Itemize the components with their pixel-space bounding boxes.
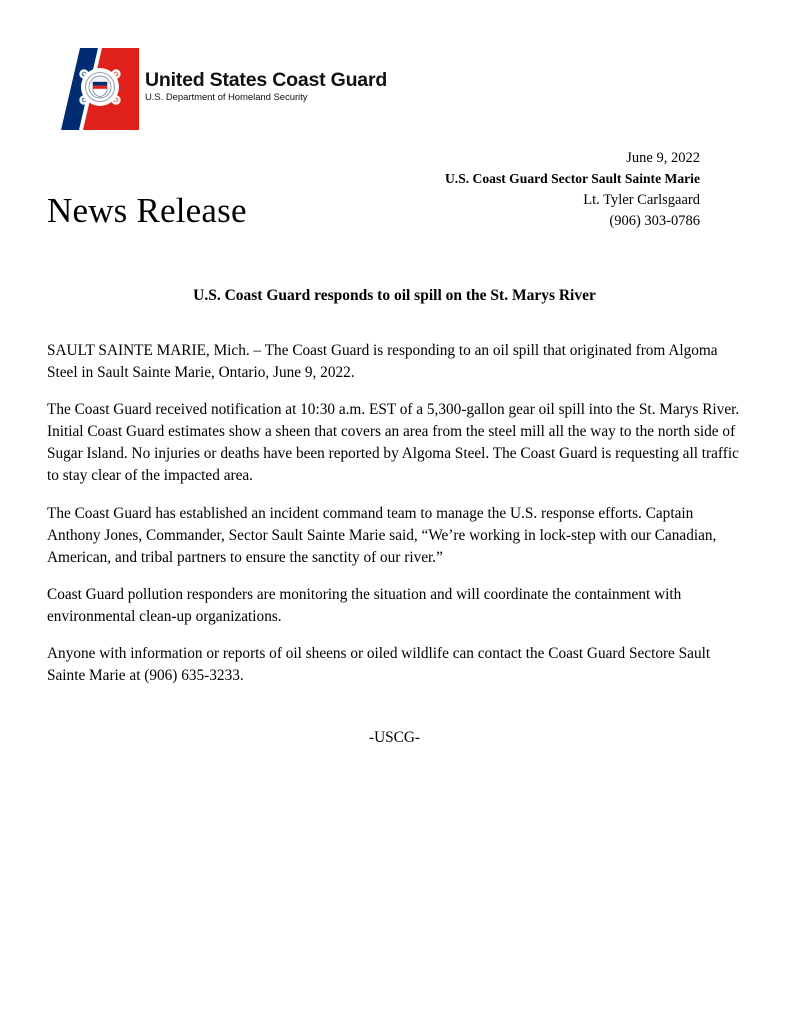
contact-phone: (906) 303-0786: [609, 213, 700, 230]
agency-title: United States Coast Guard: [145, 69, 388, 91]
issuing-office: U.S. Coast Guard Sector Sault Sainte Marie: [444, 171, 700, 187]
paragraph-dateline: SAULT SAINTE MARIE, Mich. – The Coast Guard is responding to an oil spill that originated from Algoma Steel in Sault Sainte Marie, Ontario, June 9, 2022.: [47, 342, 718, 382]
letterhead: [47, 42, 447, 142]
paragraph-incident-command: The Coast Guard has established an incident command team to manage the U.S. response efforts. Captain Anthony Jones, Commander, Sector Sault Sainte Marie said, “We’re working in lock-step with our Canadian, American, and tribal partners to ensure the sanctity of our river.”: [47, 504, 717, 566]
agency-wordmark: [145, 70, 387, 104]
headline: U.S. Coast Guard responds to oil spill on the St. Marys River: [193, 287, 596, 304]
contact-block: [445, 148, 700, 232]
paragraph-pollution-response: Coast Guard pollution responders are monitoring the situation and will coordinate the containment with environmental clean-up organizations.: [47, 585, 682, 625]
uscg-logo-svg: [47, 42, 147, 138]
end-mark: -USCG-: [369, 729, 420, 746]
release-date: June 9, 2022: [626, 150, 700, 166]
uscg-racing-stripe-logo: [47, 42, 147, 138]
page-title: News Release: [47, 191, 247, 230]
coast-guard-seal-icon: [81, 68, 120, 106]
paragraph-notification: The Coast Guard received notification at 10:30 a.m. EST of a 5,300-gallon gear oil spill into the St. Marys River. Initial Coast Guard estimates show a sheen that covers an area from the steel mill all the way to the north side of Sugar Island. No injuries or deaths have been reported by Algoma Steel. The Coast Guard is requesting all traffic to stay clear of the impacted area.: [47, 401, 740, 485]
contact-officer: Lt. Tyler Carlsgaard: [583, 191, 700, 208]
paragraph-public-contact: Anyone with information or reports of oil sheens or oiled wildlife can contact the Coast Guard Sectore Sault Sainte Marie at (906) 635-3233.: [47, 645, 711, 685]
agency-subtitle: U.S. Department of Homeland Security: [145, 92, 308, 104]
body-copy: [47, 340, 743, 687]
